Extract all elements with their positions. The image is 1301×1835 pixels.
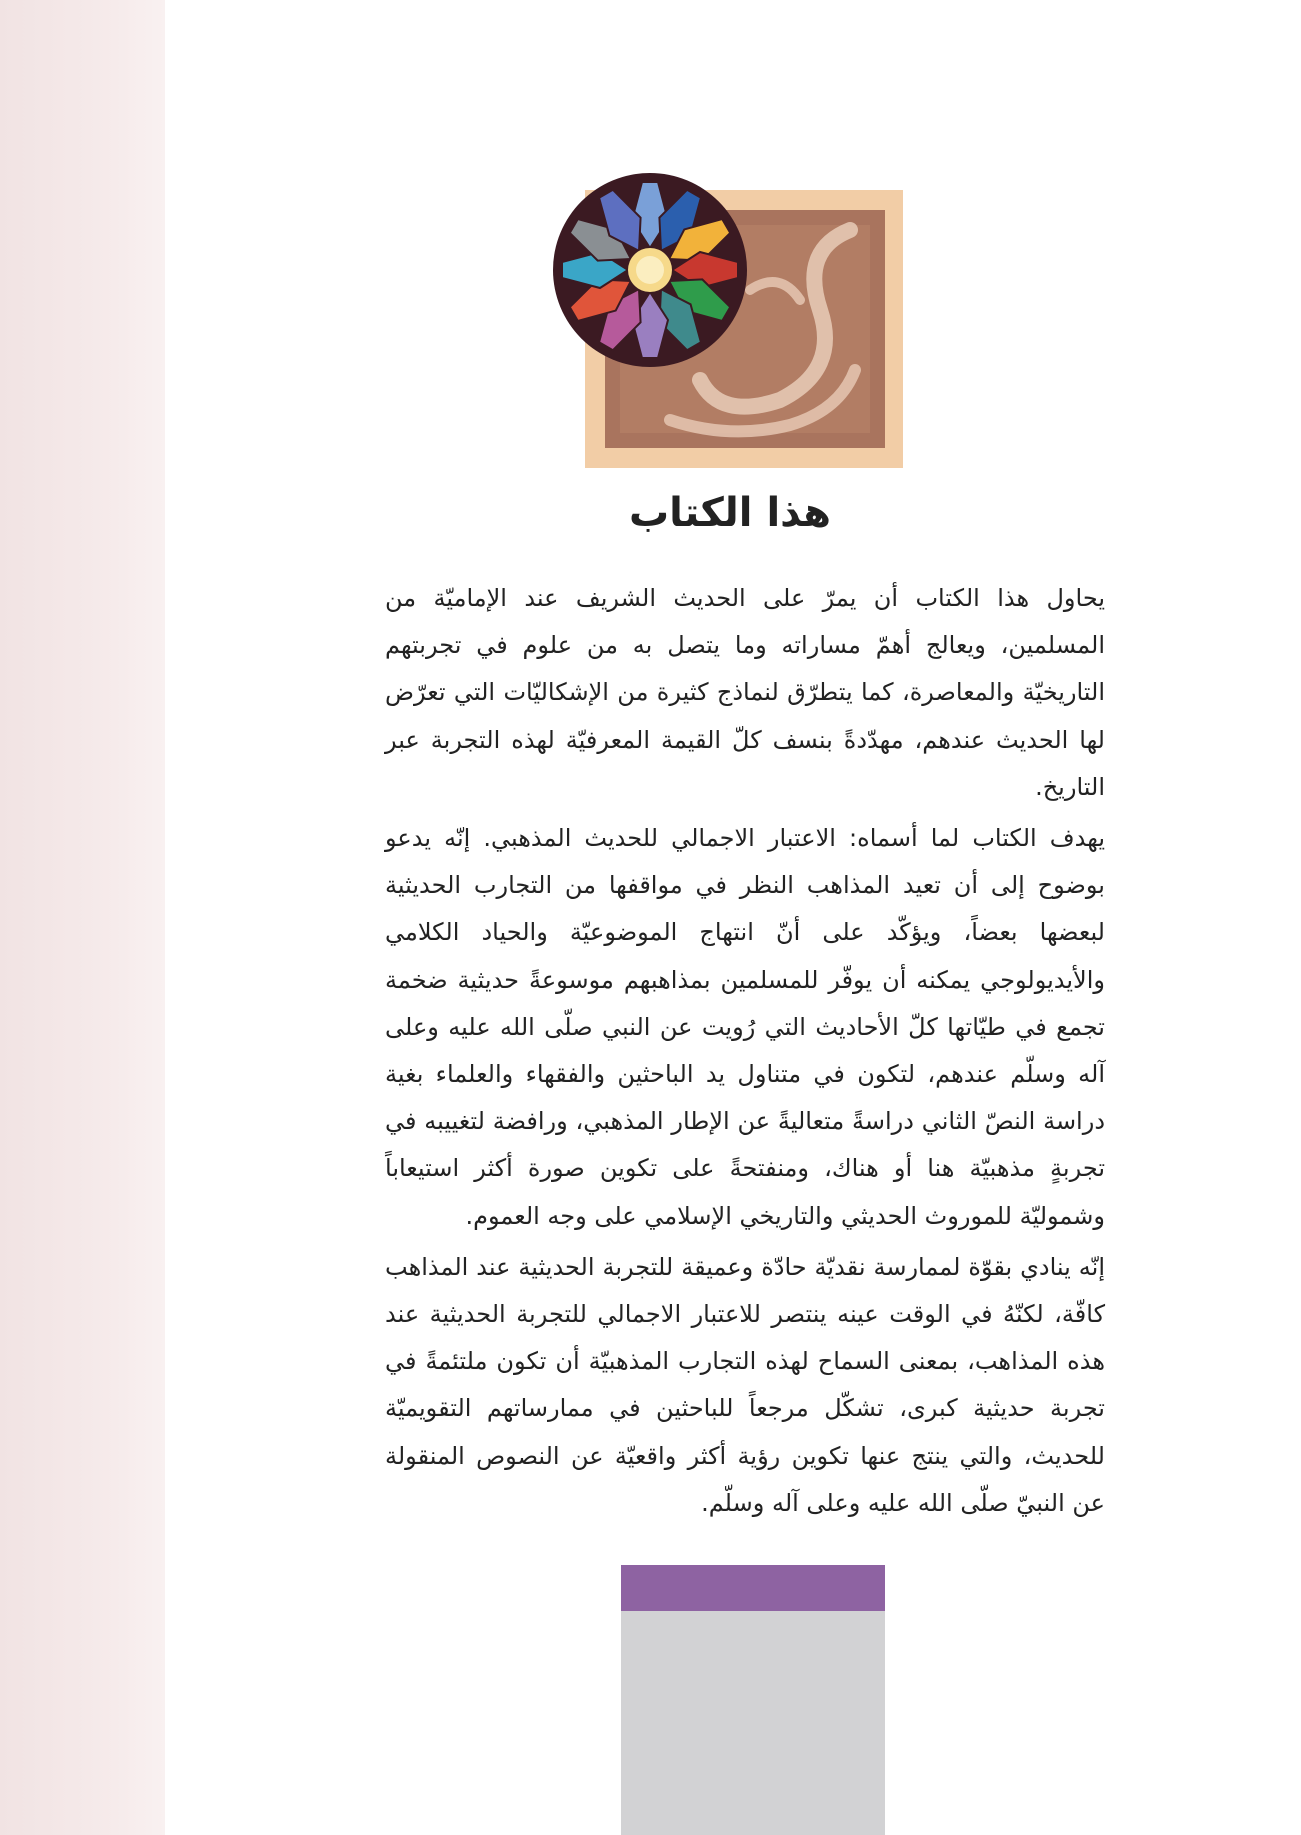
barcode-area [621,1565,885,1835]
description-paragraph: يهدف الكتاب لما أسماه: الاعتبار الاجمالي للحديث المذهبي. إنّه يدعو بوضوح إلى أن تعيد المذاهب النظر في مواقفها من التجارب الحديثية لبعضها بعضاً، ويؤكّد على أنّ انتهاج الموضوعيّة والحياد الكلامي والأيديولوجي يمكنه أن يوفّر للمسلمين بمذاهبهم موسوعةً حديثية ضخمة تجمع في طيّاتها كلّ الأحاديث التي رُويت عن النبي صلّى الله عليه وعلى آله وسلّم عندهم، لتكون في متناول يد الباحثين والفقهاء والعلماء بغية دراسة النصّ الثاني دراسةً متعاليةً عن الإطار المذهبي، ورافضة لتغييبه في تجربةٍ مذهبيّة هنا أو هناك، ومنفتحةً على تكوين صورة أكثر استيعاباً وشموليّة للموروث الحديثي والتاريخي الإسلامي على وجه العموم. [385,824,1105,1230]
book-spine-strip [0,0,165,1835]
section-heading: هذا الكتاب [628,490,831,536]
publisher-logo-icon [550,170,905,470]
book-description [385,575,1105,1531]
barcode-color-band [621,1565,885,1611]
description-paragraph: يحاول هذا الكتاب أن يمرّ على الحديث الشريف عند الإماميّة من المسلمين، ويعالج أهمّ مساراته وما يتصل به من علوم في تجربتهم التاريخيّة والمعاصرة، كما يتطرّق لنماذج كثيرة من الإشكاليّات التي تعرّض لها الحديث عندهم، مهدّدةً بنسف كلّ القيمة المعرفيّة لهذه التجربة عبر التاريخ. [385,584,1105,801]
description-paragraph: إنّه ينادي بقوّة لممارسة نقديّة حادّة وعميقة للتجربة الحديثية عند المذاهب كافّة، لكنّهُ في الوقت عينه ينتصر للاعتبار الاجمالي للتجربة الحديثية عند هذه المذاهب، بمعنى السماح لهذه التجارب المذهبيّة أن تكون ملتئمةً في تجربة حديثية كبرى، تشكّل مرجعاً للباحثين في ممارساتهم التقويميّة للحديث، والتي ينتج عنها تكوين رؤية أكثر واقعيّة عن النصوص المنقولة عن النبيّ صلّى الله عليه وعلى آله وسلّم. [385,1252,1105,1517]
